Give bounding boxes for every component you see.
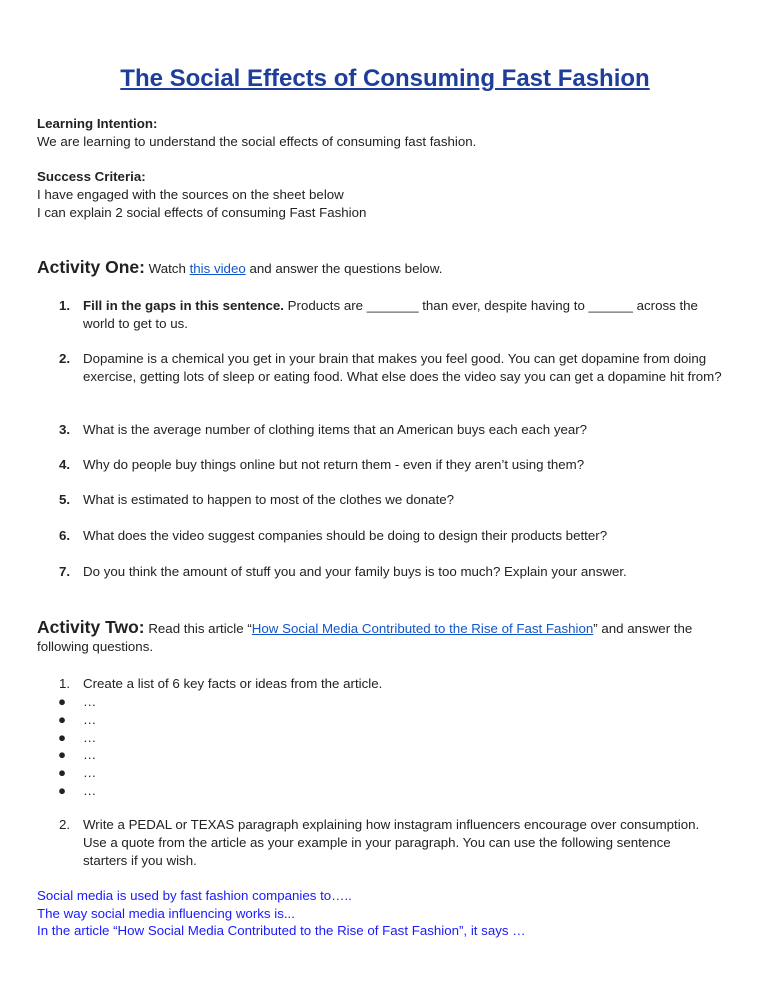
bullet-text: … — [83, 694, 97, 709]
question-number: 2. — [59, 351, 71, 366]
bullet-icon: ● — [58, 694, 67, 709]
question-bold-text: Fill in the gaps in this sentence. — [83, 298, 284, 313]
activity-two-post-link: ” and answer the following questions. — [37, 621, 693, 654]
task-one — [59, 675, 723, 693]
sentence-starter: The way social media influencing works is... — [37, 906, 295, 921]
task-number: 2. — [59, 817, 71, 832]
question-text: Why do people buy things online but not return them - even if they aren’t using them? — [83, 457, 585, 472]
success-criteria-line: I can explain 2 social effects of consuming Fast Fashion — [37, 205, 367, 220]
bullet-icon: ● — [58, 747, 67, 762]
task-two — [59, 816, 713, 870]
activity-two-heading: Activity Two: — [37, 617, 145, 637]
task-number: 1. — [59, 676, 71, 691]
video-link[interactable]: this video — [189, 261, 246, 276]
bullet-text: … — [83, 783, 97, 798]
success-criteria-label: Success Criteria: — [37, 169, 146, 184]
sentence-starter: In the article “How Social Media Contributed to the Rise of Fast Fashion”, it says … — [37, 923, 526, 938]
learning-intention-text: We are learning to understand the social effects of consuming fast fashion. — [37, 134, 477, 149]
question-item — [59, 491, 723, 509]
activity-one-pre-link: Watch — [148, 261, 186, 276]
task-one-text: Create a list of 6 key facts or ideas from the article. — [83, 676, 383, 691]
activity-one-intro — [37, 258, 733, 278]
activity-one-post-link: and answer the questions below. — [249, 261, 443, 276]
article-link[interactable]: How Social Media Contributed to the Rise of Fast Fashion — [251, 621, 594, 636]
bullet-icon: ● — [58, 730, 67, 745]
bullet-text: … — [83, 747, 97, 762]
question-item — [59, 421, 723, 439]
question-number: 6. — [59, 528, 71, 543]
bullet-icon: ● — [58, 765, 67, 780]
question-number: 4. — [59, 457, 71, 472]
success-criteria-line: I have engaged with the sources on the sheet below — [37, 187, 344, 202]
question-item — [59, 297, 723, 333]
question-item — [59, 350, 723, 386]
question-number: 7. — [59, 564, 71, 579]
activity-two-pre-link: Read this article “ — [148, 621, 252, 636]
learning-intention-label: Learning Intention: — [37, 116, 158, 131]
question-text: What does the video suggest companies should be doing to design their products better? — [83, 528, 608, 543]
question-number: 5. — [59, 492, 71, 507]
bullet-text: … — [83, 712, 97, 727]
task-two-text: Write a PEDAL or TEXAS paragraph explaining how instagram influencers encourage over consumption. Use a quote from the article as your example in your paragraph. You can use the following sentence starters if you wish. — [83, 817, 700, 868]
question-text: Products are _______ than ever, despite having to ______ across the world to get to us. — [83, 298, 698, 331]
question-text: What is the average number of clothing items that an American buys each each year? — [83, 422, 588, 437]
activity-one-heading: Activity One: — [37, 257, 145, 277]
activity-two-intro — [37, 618, 733, 656]
question-item — [59, 456, 723, 474]
learning-intention — [37, 115, 733, 151]
bullet-text: … — [83, 730, 97, 745]
question-number: 1. — [59, 298, 71, 313]
bullet-icon: ● — [58, 783, 67, 798]
page-title: The Social Effects of Consuming Fast Fashion — [120, 65, 650, 92]
question-text: What is estimated to happen to most of the clothes we donate? — [83, 492, 455, 507]
question-text: Do you think the amount of stuff you and your family buys is too much? Explain your answer. — [83, 564, 627, 579]
bullet-text: … — [83, 765, 97, 780]
bullet-icon: ● — [58, 712, 67, 727]
success-criteria — [37, 168, 733, 222]
sentence-starter: Social media is used by fast fashion companies to….. — [37, 888, 352, 903]
question-item — [59, 527, 723, 545]
question-text: Dopamine is a chemical you get in your brain that makes you feel good. You can get dopamine from doing exercise, getting lots of sleep or eating food. What else does the video say you can get a dopamine hit from? — [83, 351, 722, 384]
question-number: 3. — [59, 422, 71, 437]
question-item — [59, 563, 723, 581]
